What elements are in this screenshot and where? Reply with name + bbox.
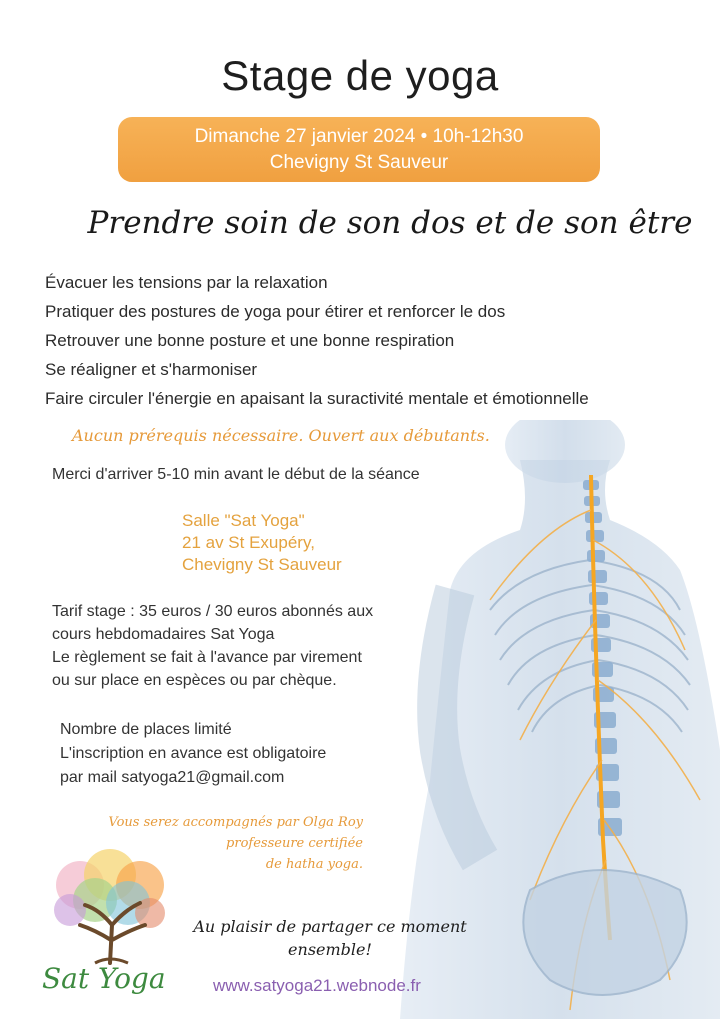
subtitle: Prendre soin de son dos et de son être: [87, 205, 693, 241]
date-time: Dimanche 27 janvier 2024 • 10h-12h30: [194, 126, 524, 147]
teacher-line: Vous serez accompagnés par Olga Roy: [108, 815, 363, 830]
prerequisite-note: Aucun prérequis nécessaire. Ouvert aux débutants.: [72, 426, 490, 445]
registration-line: Nombre de places limité: [60, 721, 232, 738]
page-title: Stage de yoga: [221, 52, 499, 99]
venue-address: [182, 510, 342, 576]
registration-line: L'inscription en avance est obligatoire: [60, 745, 327, 762]
website-link[interactable]: www.satyoga21.webnode.fr: [213, 976, 421, 995]
registration-line: par mail satyoga21@gmail.com: [60, 769, 285, 786]
benefits-list: [45, 268, 589, 413]
list-item: Pratiquer des postures de yoga pour étirer et renforcer le dos: [45, 302, 506, 321]
venue-name: Salle "Sat Yoga": [182, 511, 305, 530]
pricing-line: cours hebdomadaires Sat Yoga: [52, 626, 275, 643]
venue-city: Chevigny St Sauveur: [182, 555, 342, 574]
logo-text: Sat Yoga: [42, 962, 166, 995]
location: Chevigny St Sauveur: [269, 152, 449, 173]
arrival-note: Merci d'arriver 5-10 min avant le début de la séance: [52, 466, 420, 483]
list-item: Se réaligner et s'harmoniser: [45, 360, 258, 379]
tree-icon: [40, 845, 180, 965]
closing-line: Au plaisir de partager ce moment: [193, 917, 467, 936]
list-item: Retrouver une bonne posture et une bonne respiration: [45, 331, 455, 350]
pricing-line: ou sur place en espèces ou par chèque.: [52, 672, 337, 689]
closing-line: ensemble!: [288, 940, 372, 959]
date-banner: [118, 117, 600, 182]
list-item: Évacuer les tensions par la relaxation: [45, 273, 328, 292]
teacher-line: professeure certifiée: [226, 836, 363, 851]
teacher-line: de hatha yoga.: [265, 857, 363, 872]
pricing-info: [52, 600, 472, 692]
pricing-line: Tarif stage : 35 euros / 30 euros abonnés aux: [52, 603, 374, 620]
pricing-line: Le règlement se fait à l'avance par virement: [52, 649, 362, 666]
registration-info: [60, 718, 326, 790]
closing-message: [180, 915, 480, 961]
list-item: Faire circuler l'énergie en apaisant la suractivité mentale et émotionnelle: [45, 389, 589, 408]
venue-street: 21 av St Exupéry,: [182, 533, 315, 552]
